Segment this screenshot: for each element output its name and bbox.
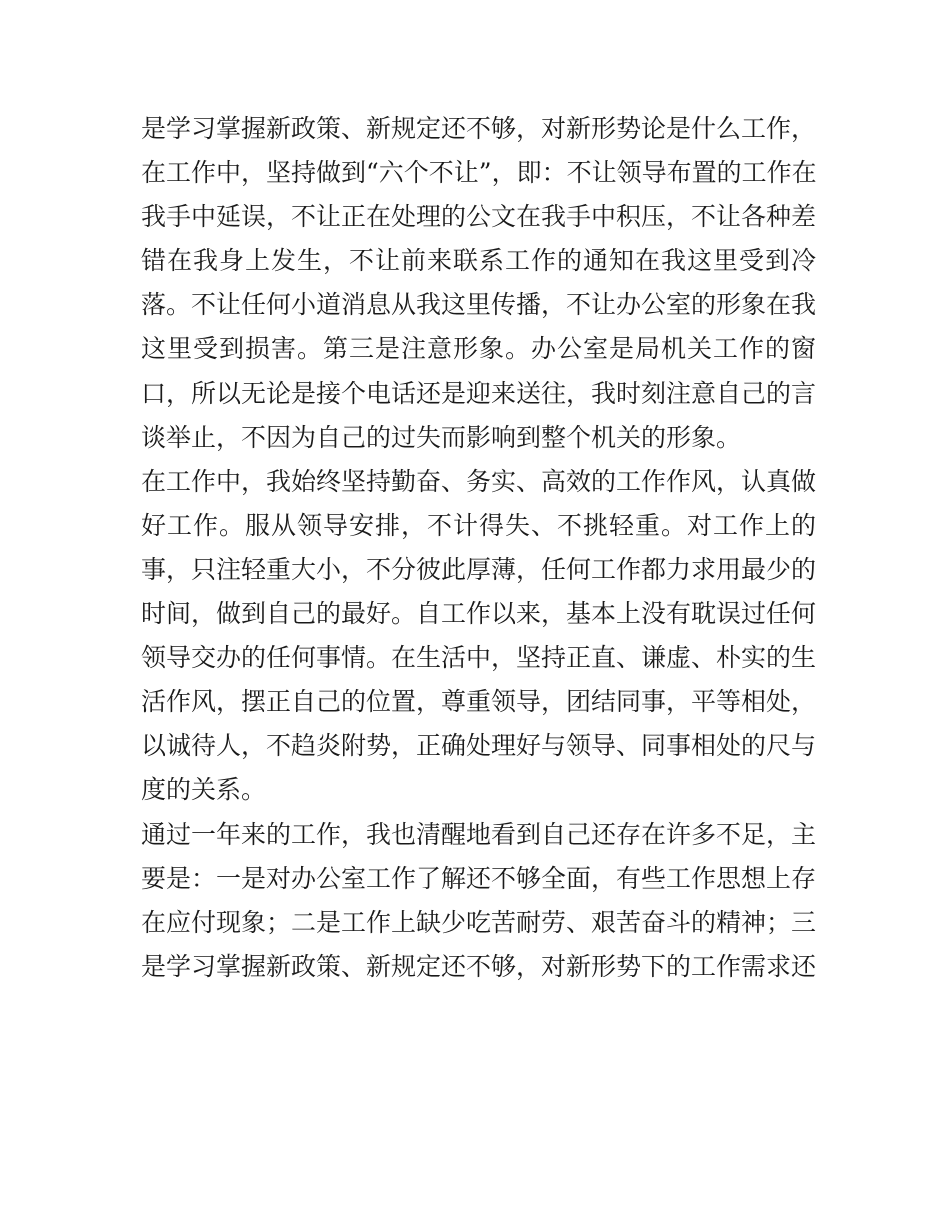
text-line: 领导交办的任何事情。在生活中，坚持正直、谦虚、朴实的生 <box>141 643 817 673</box>
text-line: 时间，做到自己的最好。自工作以来，基本上没有耽误过任何 <box>141 599 817 629</box>
text-line: 是学习掌握新政策、新规定还不够，对新形势下的工作需求还 <box>141 951 817 981</box>
text-line: 是学习掌握新政策、新规定还不够，对新形势论是什么工作， <box>141 114 817 143</box>
text-line: 活作风，摆正自己的位置，尊重领导，团结同事，平等相处， <box>141 687 817 717</box>
text-line: 谈举止，不因为自己的过失而影响到整个机关的形象。 <box>141 422 742 452</box>
text-line: 事，只注轻重大小，不分彼此厚薄，任何工作都力求用最少的 <box>141 554 817 584</box>
text-line: 口，所以无论是接个电话还是迎来送往，我时刻注意自己的言 <box>141 378 817 408</box>
text-line: 在应付现象；二是工作上缺少吃苦耐劳、艰苦奋斗的精神；三 <box>141 907 817 937</box>
text-line: 通过一年来的工作，我也清醒地看到自己还存在许多不足，主 <box>141 819 817 849</box>
text-line: 以诚待人，不趋炎附势，正确处理好与领导、同事相处的尺与 <box>141 731 817 761</box>
text-line: 度的关系。 <box>141 775 267 805</box>
text-line: 要是：一是对办公室工作了解还不够全面，有些工作思想上存 <box>141 863 817 893</box>
text-line: 好工作。服从领导安排，不计得失、不挑轻重。对工作上的 <box>141 510 816 540</box>
body-text <box>141 107 816 989</box>
text-line: 错在我身上发生，不让前来联系工作的通知在我这里受到冷 <box>141 246 816 276</box>
text-line: 落。不让任何小道消息从我这里传播，不让办公室的形象在我 <box>141 290 817 320</box>
text-line: 在工作中，坚持做到“六个不让”，即：不让领导布置的工作在 <box>141 158 817 188</box>
text-line: 我手中延误，不让正在处理的公文在我手中积压，不让各种差 <box>141 202 817 232</box>
text-line: 在工作中，我始终坚持勤奋、务实、高效的工作作风，认真做 <box>141 466 817 496</box>
text-line: 这里受到损害。第三是注意形象。办公室是局机关工作的窗 <box>141 334 816 364</box>
